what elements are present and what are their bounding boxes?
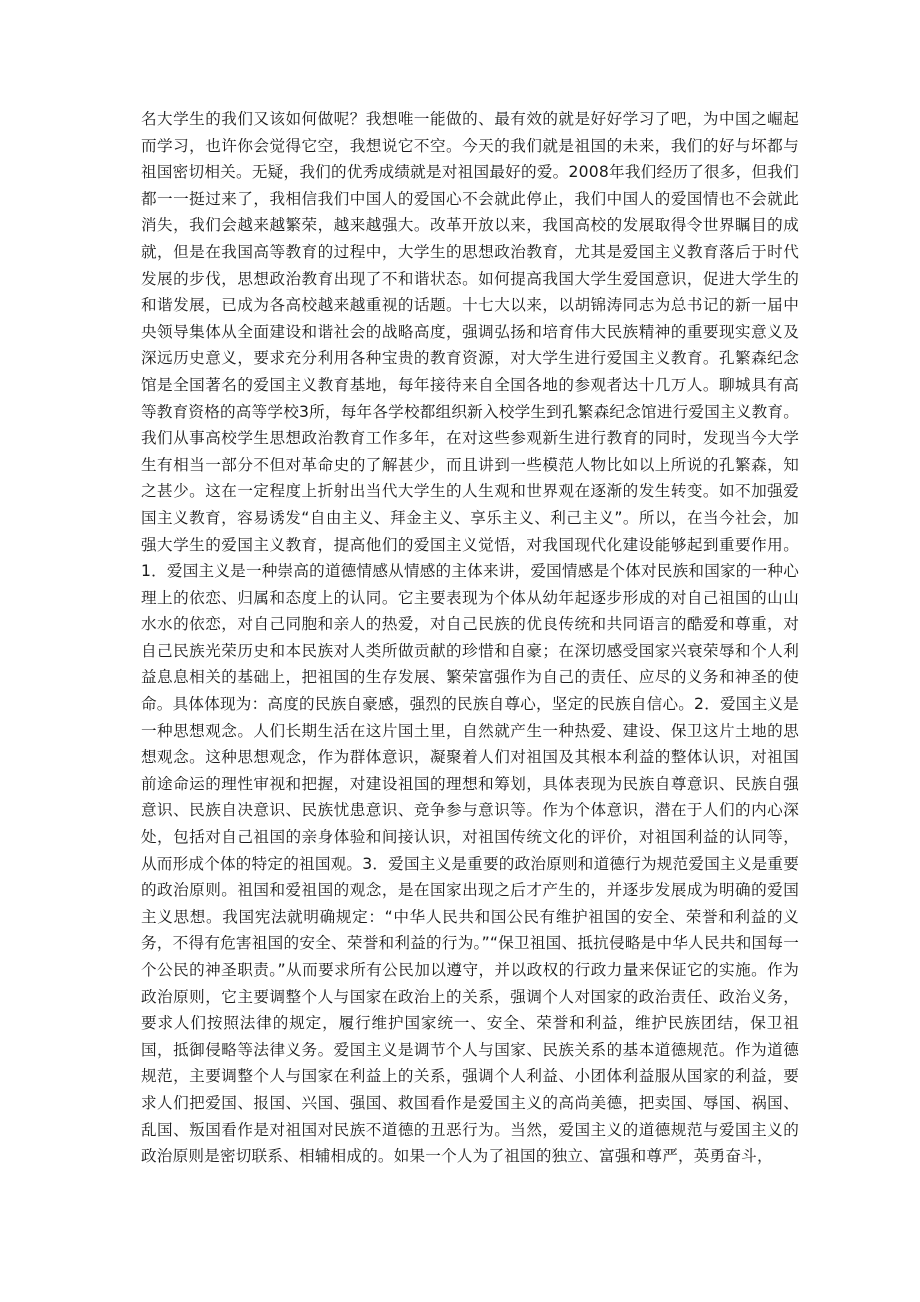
body-paragraph: 名大学生的我们又该如何做呢？我想唯一能做的、最有效的就是好好学习了吧，为中国之崛起而学习，也许你会觉得它空，我想说它不空。今天的我们就是祖国的未来，我们的好与坏都与祖国密切相关。无疑，我们的优秀成绩就是对祖国最好的爱。2008年我们经历了很多，但我们都一一挺过来了，我相信我们中国人的爱国心不会就此停止，我们中国人的爱国情也不会就此消失，我们会越来越繁荣，越来越强大。改革开放以来，我国高校的发展取得令世界瞩目的成就，但是在我国高等教育的过程中，大学生的思想政治教育，尤其是爱国主义教育落后于时代发展的步伐，思想政治教育出现了不和谐状态。如何提高我国大学生爱国意识，促进大学生的和谐发展，已成为各高校越来越重视的话题。十七大以来，以胡锦涛同志为总书记的新一届中央领导集体从全面建设和谐社会的战略高度，强调弘扬和培育伟大民族精神的重要现实意义及深远历史意义，要求充分利用各种宝贵的教育资源，对大学生进行爱国主义教育。孔繁森纪念馆是全国著名的爱国主义教育基地，每年接待来自全国各地的参观者达十几万人。聊城具有高等教育资格的高等学校3所，每年各学校都组织新入校学生到孔繁森纪念馆进行爱国主义教育。我们从事高校学生思想政治教育工作多年，在对这些参观新生进行教育的同时，发现当今大学生有相当一部分不但对革命史的了解甚少，而且讲到一些模范人物比如以上所说的孔繁森，知之甚少。这在一定程度上折射出当代大学生的人生观和世界观在逐渐的发生转变。如不加强爱国主义教育，容易诱发“自由主义、拜金主义、享乐主义、利己主义”。所以，在当今社会，加强大学生的爱国主义教育，提高他们的爱国主义觉悟，对我国现代化建设能够起到重要作用。1．爱国主义是一种崇高的道德情感从情感的主体来讲，爱国情感是个体对民族和国家的一种心理上的依恋、归属和态度上的认同。它主要表现为个体从幼年起逐步形成的对自己祖国的山山水水的依恋，对自己同胞和亲人的热爱，对自己民族的优良传统和共同语言的酷爱和尊重，对自己民族光荣历史和本民族对人类所做贡献的珍惜和自豪；在深切感受国家兴衰荣辱和个人利益息息相关的基础上，把祖国的生存发展、繁荣富强作为自己的责任、应尽的义务和神圣的使命。具体体现为：高度的民族自豪感，强烈的民族自尊心，坚定的民族自信心。2．爱国主义是一种思想观念。人们长期生活在这片国土里，自然就产生一种热爱、建设、保卫这片土地的思想观念。这种思想观念，作为群体意识，凝聚着人们对祖国及其根本利益的整体认识，对祖国前途命运的理性审视和把握，对建设祖国的理想和筹划，具体表现为民族自尊意识、民族自强意识、民族自决意识、民族忧患意识、竞争参与意识等。作为个体意识，潜在于人们的内心深处，包括对自己祖国的亲身体验和间接认识，对祖国传统文化的评价，对祖国利益的认同等，从而形成个体的特定的祖国观。3．爱国主义是重要的政治原则和道德行为规范爱国主义是重要的政治原则。祖国和爱祖国的观念，是在国家出现之后才产生的，并逐步发展成为明确的爱国主义思想。我国宪法就明确规定：“中华人民共和国公民有维护祖国的安全、荣誉和利益的义务，不得有危害祖国的安全、荣誉和利益的行为。”“保卫祖国、抵抗侵略是中华人民共和国每一个公民的神圣职责。”从而要求所有公民加以遵守，并以政权的行政力量来保证它的实施。作为政治原则，它主要调整个人与国家在政治上的关系，强调个人对国家的政治责任、政治义务，要求人们按照法律的规定，履行维护国家统一、安全、荣誉和利益，维护民族团结，保卫祖国，抵御侵略等法律义务。爱国主义是调节个人与国家、民族关系的基本道德规范。作为道德规范，主要调整个人与国家在利益上的关系，强调个人利益、小团体利益服从国家的利益，要求人们把爱国、报国、兴国、强国、救国看作是爱国主义的高尚美德，把卖国、辱国、祸国、乱国、叛国看作是对祖国对民族不道德的丑恶行为。当然，爱国主义的道德规范与爱国主义的政治原则是密切联系、相辅相成的。如果一个人为了祖国的独立、富强和尊严，英勇奋斗， <box>141 110 799 1166</box>
